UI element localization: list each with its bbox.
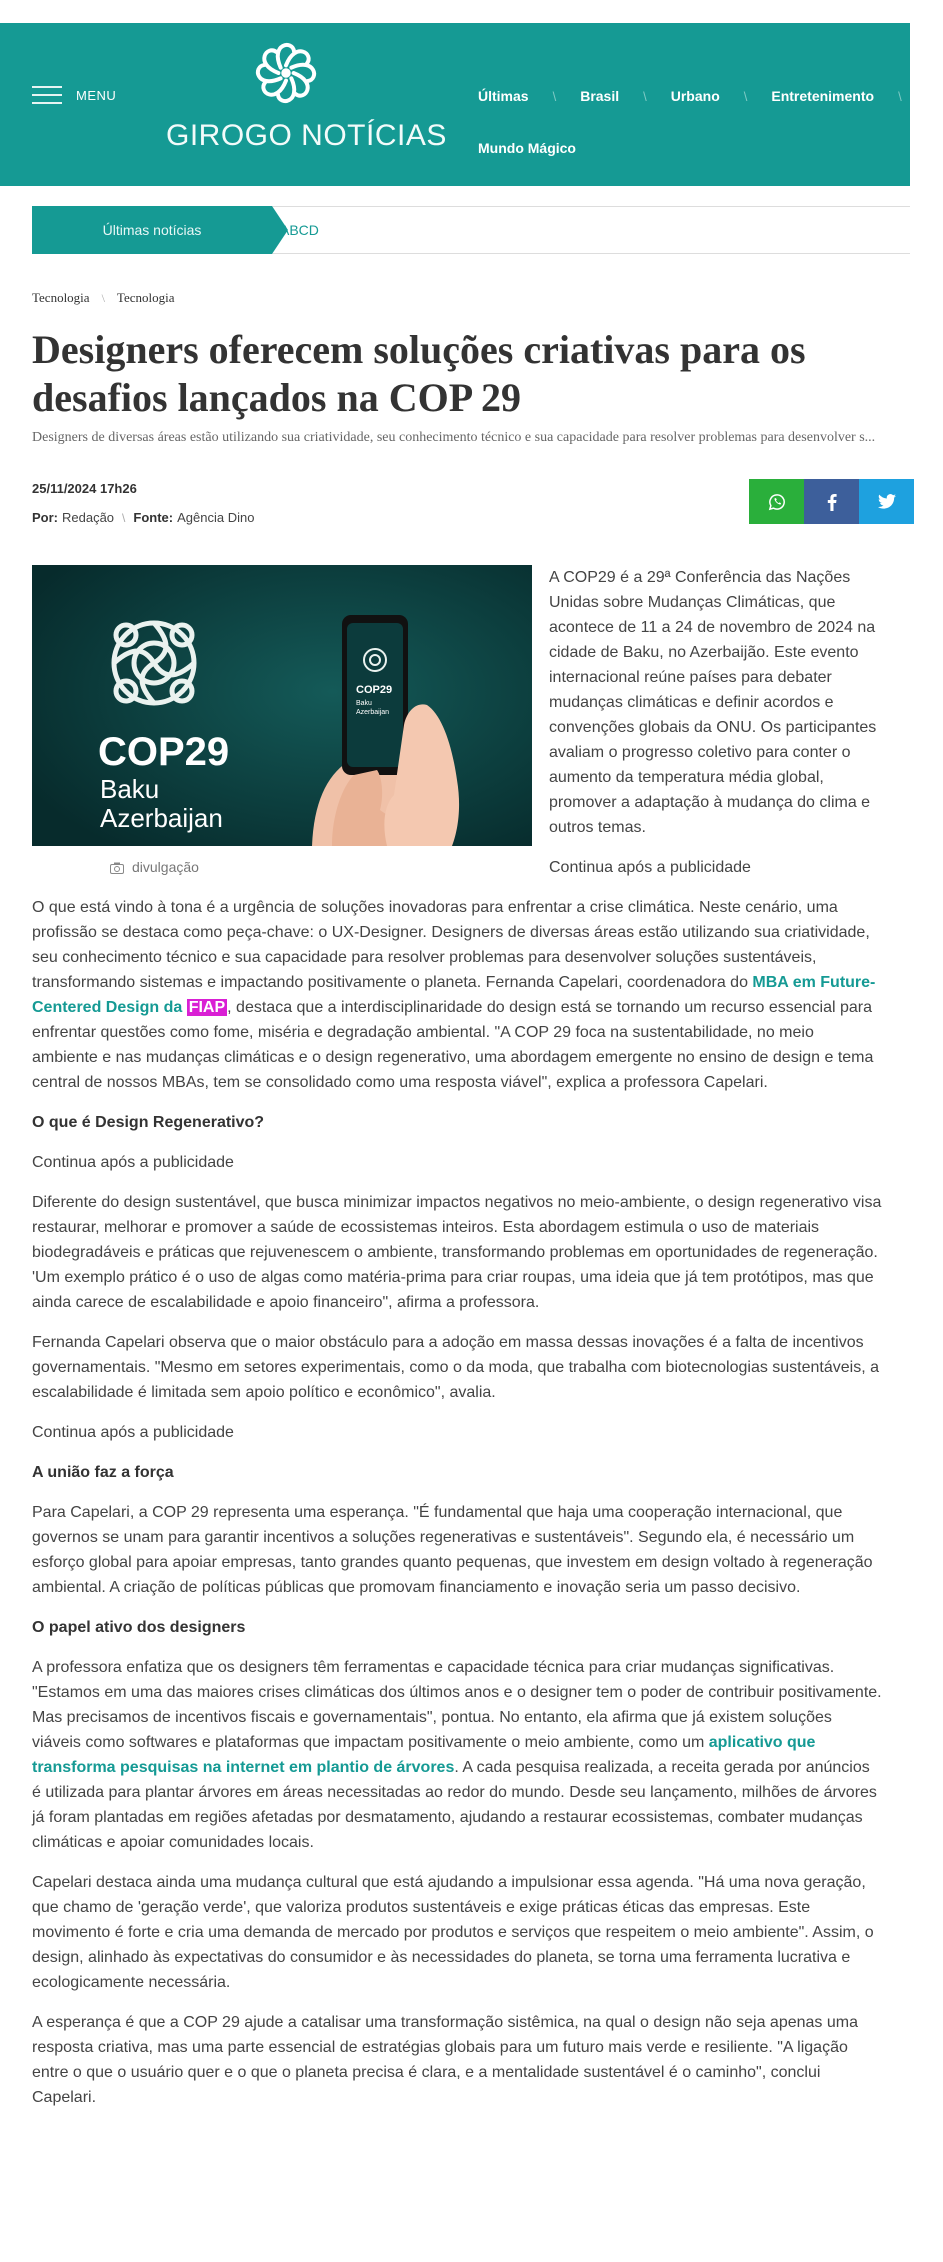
paragraph-1: A COP29 é a 29ª Conferência das Nações Unidas sobre Mudanças Climáticas, que acontece de 11 a 24 de novembro de 2024 na cidade de Baku, no Azerbaijão. Este evento internacional reúne países para debater mudanças climáticas e definir acordos e convenções globais da ONU. Os participantes avaliam o progresso coletivo para conter o aumento da temperatura média global, promover a adaptação à mudança do clima e outros temas. [549, 569, 877, 836]
image-caption [32, 855, 532, 880]
breadcrumb [32, 290, 882, 306]
paragraph-6-start: A professora enfatiza que os designers têm ferramentas e capacidade técnica para criar mudanças significativas. "Estamos em uma das maiores crises climáticas dos últimos anos e o designer tem o poder de contribuir positivamente. Mas precisamos de incentivos fiscais e governamentais", pontua. No entanto, ela afirma que já existem soluções viáveis como softwares e plataformas que impactam positivamente o meio ambiente, como um [32, 1659, 882, 1751]
paragraph-2-end: , destaca que a interdisciplinaridade do design está se tornando um recurso essencial para enfrentar questões como fome, miséria e degradação ambiental. "A COP 29 foca na sustentabilidade, no meio ambiente e nas mudanças climáticas e o design regenerativo, uma abordagem emergente no ensino de design e tema central de nossos MBAs, tem se consolidado como uma resposta viável", explica a professora Capelari. [32, 999, 874, 1091]
article-figure [32, 565, 532, 880]
source-name: Agência Dino [177, 510, 255, 525]
paragraph-6 [32, 1655, 882, 1855]
facebook-icon [827, 493, 837, 511]
phone-cop-line1: Baku [356, 700, 372, 707]
paragraph-7: Capelari destaca ainda uma mudança cultural que está ajudando a impulsionar essa agenda. "Há uma nova geração, que chamo de 'geração verde', que valoriza produtos sustentáveis e exige práticas éticas das empresas. Este movimento é forte e cria uma demanda de mercado por produtos e serviços que respeitem o meio ambiente". Assim, o design, alinhado às expectativas do consumidor e às necessidades do planeta, se torna uma ferramenta lucrativa e ecologicamente necessária. [32, 1874, 874, 1991]
paragraph-3: Diferente do design sustentável, que busca minimizar impactos negativos no meio-ambiente, o design regenerativo visa restaurar, melhorar e promover a saúde de ecossistemas inteiros. Esta abordagem estimula o uso de materiais biodegradáveis e práticas que rejuvenescem o ambiente, transformando problemas em oportunidades de regeneração. 'Um exemplo prático é o uso de algas como matéria-prima para criar roupas, uma ideia que já tem protótipos, mas que ainda carece de escalabilidade e apoio financeiro", afirma a professora. [32, 1194, 882, 1311]
byline-separator: \ [122, 510, 126, 525]
paragraph-2 [32, 895, 882, 1095]
logo-text: GIROGO NOTÍCIAS [166, 119, 447, 152]
cop-line1: Baku [100, 774, 160, 804]
nav-item-mundo-magico[interactable]: Mundo Mágico [478, 140, 576, 156]
site-logo[interactable] [166, 35, 447, 153]
nav-item-es[interactable]: Es [925, 88, 943, 104]
menu-button[interactable] [32, 86, 116, 104]
article-body [32, 565, 882, 2110]
camera-icon [110, 862, 124, 874]
share-twitter-button[interactable] [859, 479, 914, 524]
paragraph-4: Fernanda Capelari observa que o maior obstáculo para a adoção em massa dessas inovações é a falta de incentivos governamentais. "Mesmo em setores experimentais, como o da moda, que trabalha com biotecnologias sustentáveis, a escalabilidade é limitada sem apoio político e econômico", avalia. [32, 1334, 880, 1401]
article-title: Designers oferecem soluções criativas para os desafios lançados na COP 29 [32, 327, 806, 420]
ad-placeholder-text: Continua após a publicidade [32, 1154, 234, 1171]
share-facebook-button[interactable] [804, 479, 859, 524]
nav-separator: \ [898, 88, 902, 104]
top-strip [0, 0, 910, 23]
breadcrumb-separator: \ [101, 290, 105, 305]
share-whatsapp-button[interactable] [749, 479, 804, 524]
caption-text: divulgação [132, 859, 199, 875]
author-name: Redação [62, 510, 115, 525]
article [32, 290, 882, 2125]
paragraph-2-start: O que está vindo à tona é a urgência de soluções inovadoras para enfrentar a crise climática. Neste cenário, uma profissão se destaca como peça-chave: o UX-Designer. Designers de diversas áreas estão utilizando sua criatividade, seu conhecimento técnico e sua capacidade para resolver problemas para desenvolver soluções sustentáveis, transformando sistemas e impactando positivamente o planeta. Fernanda Capelari, coordenadora do [32, 899, 870, 991]
tree-planting-app-link[interactable]: aplicativo que transforma pesquisas na internet em plantio de árvores [32, 1734, 816, 1776]
nav-row-1 [478, 86, 943, 106]
paragraph-6-end: . A cada pesquisa realizada, a receita gerada por anúncios é utilizada para plantar árvores em áreas necessitadas ao redor do mundo. Desde seu lançamento, milhões de árvores já foram plantadas em regiões afetadas por desmatamento, ajudando a restaurar ecossistemas, combater mudanças climáticas e apoiar comunidades locais. [32, 1759, 877, 1851]
breadcrumb-item[interactable]: Tecnologia [32, 290, 90, 305]
breadcrumb-item[interactable]: Tecnologia [116, 290, 175, 305]
article-subtitle: Designers de diversas áreas estão utilizando sua criatividade, seu conhecimento técnico e sua capacidade para resolver problemas para desenvolver s... [32, 430, 876, 445]
cop-line2: Azerbaijan [100, 803, 223, 833]
cop-title: COP29 [98, 730, 230, 774]
share-buttons [749, 479, 914, 524]
cop29-image [32, 565, 532, 846]
ticker-headline-link[interactable]: ABCD [280, 222, 319, 238]
fiap-highlight: FIAP [188, 999, 226, 1016]
whatsapp-icon [768, 493, 786, 511]
main-nav [478, 86, 943, 158]
paragraph-5: Para Capelari, a COP 29 representa uma esperança. "É fundamental que haja uma cooperação internacional, que governos se unam para garantir incentivos a soluções regenerativas e sustentáveis". Segundo ela, é necessário um esforço global para apoiar empresas, tanto grandes quanto pequenas, que investem em design voltado à regeneração ambiental. A criação de políticas públicas que promovam financiamento e inovação seria um passo decisivo. [32, 1504, 873, 1596]
publish-date: 25/11/2024 17h26 [32, 481, 137, 496]
ticker-label: Últimas notícias [32, 206, 272, 254]
nav-item-urbano[interactable]: Urbano [670, 88, 720, 104]
nav-row-2 [478, 138, 918, 158]
ad-placeholder-text: Continua após a publicidade [549, 859, 751, 876]
mba-link-text: MBA em Future-Centered Design da [32, 974, 876, 1016]
source-label: Fonte: [133, 510, 174, 525]
article-photo [32, 565, 532, 846]
phone-cop-line2: Azerbaijan [356, 709, 390, 716]
nav-separator: \ [643, 88, 647, 104]
section-heading-uniao: A união faz a força [32, 1464, 174, 1481]
section-heading-design-regenerativo: O que é Design Regenerativo? [32, 1114, 265, 1131]
phone-cop-title: COP29 [356, 684, 393, 696]
article-meta [32, 481, 882, 529]
news-ticker [32, 206, 910, 254]
hamburger-icon [32, 86, 62, 104]
menu-label: MENU [76, 87, 117, 103]
swirl-logo-icon [247, 35, 325, 111]
author-label: Por: [32, 510, 58, 525]
section-heading-papel-designers: O papel ativo dos designers [32, 1619, 246, 1636]
nav-item-entretenimento[interactable]: Entretenimento [771, 88, 875, 104]
nav-item-ultimas[interactable]: Últimas [478, 88, 529, 104]
site-header [0, 23, 943, 186]
paragraph-8: A esperança é que a COP 29 ajude a catalisar uma transformação sistêmica, na qual o design não seja apenas uma resposta criativa, mas uma parte essencial de estratégias globais para um futuro mais verde e resiliente. "A ligação entre o que o usuário quer e o que o planeta precisa é clara, e a mentalidade sustentável é o caminho", conclui Capelari. [32, 2014, 858, 2106]
ad-placeholder-text: Continua após a publicidade [32, 1424, 234, 1441]
nav-item-brasil[interactable]: Brasil [580, 88, 620, 104]
nav-separator: \ [743, 88, 748, 104]
nav-separator: \ [552, 88, 557, 104]
twitter-icon [878, 494, 896, 509]
